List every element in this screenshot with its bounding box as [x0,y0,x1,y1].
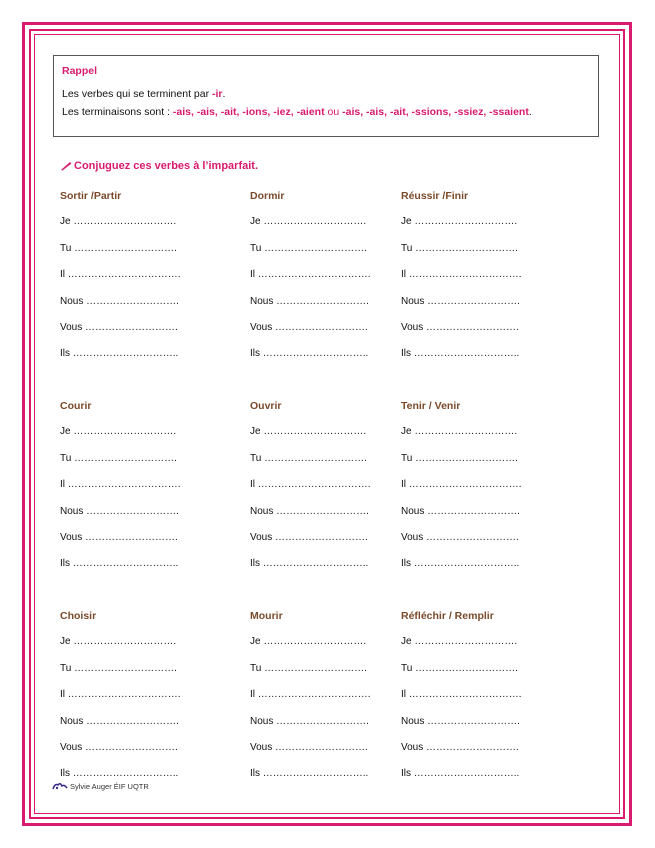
verb-title: Ouvrir [250,400,282,412]
conjugation-blank[interactable]: Nous ………………………. [250,715,369,727]
verb-title: Réussir /Finir [401,190,469,202]
verb-title: Mourir [250,610,283,622]
verb-column [401,190,551,362]
conjugation-blank[interactable]: Vous ………………………. [60,321,178,333]
rappel-text: . [528,106,532,118]
footer-text: Sylvie Auger ÉIF UQTR [70,781,149,791]
verb-title: Courir [60,400,92,412]
conjugation-blank[interactable]: Je …………………………. [401,216,518,228]
verb-column [250,190,400,362]
conjugation-blank[interactable]: Vous ………………………. [250,531,368,543]
conjugation-blank[interactable]: Vous ………………………. [250,741,368,753]
instruction [60,160,258,172]
conjugation-blank[interactable]: Je …………………………. [250,216,367,228]
conjugation-blank[interactable]: Je …………………………. [250,426,367,438]
conjugation-blank[interactable]: Tu …………………………. [250,452,367,464]
conjugation-blank[interactable]: Il ……………………………. [250,269,371,281]
conjugation-blank[interactable]: Vous ………………………. [60,531,178,543]
conjugation-blank[interactable]: Je …………………………. [60,216,177,228]
verb-column [401,400,551,572]
conjugation-blank[interactable]: Nous ………………………. [60,505,179,517]
conjugation-blank[interactable]: Tu …………………………. [60,242,177,254]
verb-title: Dormir [250,190,285,202]
rappel-text: . [222,88,226,100]
verb-column [60,190,210,362]
verb-column [250,400,400,572]
conjugation-blank[interactable]: Ils ………………………….. [60,558,179,570]
pencil-icon [60,161,72,171]
conjugation-blank[interactable]: Je …………………………. [401,426,518,438]
verb-column [401,610,551,782]
conjugation-blank[interactable]: Nous ………………………. [401,505,520,517]
rappel-text: Les terminaisons sont : [62,106,173,118]
conjugation-blank[interactable]: Il ……………………………. [60,479,181,491]
endings-group-2: -ais, -ais, -ait, -ssions, -ssiez, -ssaient [342,106,529,118]
conjugation-blank[interactable]: Je …………………………. [60,426,177,438]
conjugation-blank[interactable]: Ils ………………………….. [250,348,369,360]
conjugation-blank[interactable]: Tu …………………………. [60,662,177,674]
conjugation-blank[interactable]: Il ……………………………. [250,689,371,701]
rappel-or: ou [324,106,343,118]
conjugation-blank[interactable]: Je …………………………. [250,636,367,648]
conjugation-blank[interactable]: Il ……………………………. [401,689,522,701]
conjugation-blank[interactable]: Il ……………………………. [60,689,181,701]
conjugation-blank[interactable]: Nous ………………………. [250,295,369,307]
logo-icon [52,781,68,791]
verb-column [60,400,210,572]
conjugation-blank[interactable]: Tu …………………………. [401,242,518,254]
verb-column [60,610,210,782]
verb-title: Sortir /Partir [60,190,122,202]
conjugation-blank[interactable]: Tu …………………………. [250,242,367,254]
conjugation-blank[interactable]: Tu …………………………. [250,662,367,674]
rappel-suffix: -ir [212,88,223,100]
conjugation-blank[interactable]: Je …………………………. [401,636,518,648]
verb-title: Tenir / Venir [401,400,461,412]
conjugation-blank[interactable]: Ils ………………………….. [250,768,369,780]
conjugation-blank[interactable]: Ils ………………………….. [401,558,520,570]
conjugation-blank[interactable]: Il ……………………………. [401,269,522,281]
conjugation-blank[interactable]: Vous ………………………. [60,741,178,753]
rappel-text: Les verbes qui se terminent par [62,88,212,100]
conjugation-blank[interactable]: Vous ………………………. [401,741,519,753]
footer-credit [52,781,149,791]
rappel-line-2 [62,105,590,119]
rappel-line-1 [62,87,590,101]
rappel-box [53,55,599,137]
conjugation-blank[interactable]: Ils ………………………….. [60,768,179,780]
conjugation-blank[interactable]: Je …………………………. [60,636,177,648]
verb-column [250,610,400,782]
conjugation-blank[interactable]: Tu …………………………. [60,452,177,464]
conjugation-blank[interactable]: Ils ………………………….. [250,558,369,570]
endings-group-1: -ais, -ais, -ait, -ions, -iez, -aient [172,106,325,118]
conjugation-blank[interactable]: Tu …………………………. [401,452,518,464]
conjugation-blank[interactable]: Vous ………………………. [250,321,368,333]
conjugation-blank[interactable]: Nous ………………………. [60,715,179,727]
verb-title: Choisir [60,610,97,622]
conjugation-blank[interactable]: Nous ………………………. [401,295,520,307]
conjugation-blank[interactable]: Nous ………………………. [60,295,179,307]
rappel-title: Rappel [62,65,98,77]
verb-title: Réfléchir / Remplir [401,610,494,622]
conjugation-blank[interactable]: Ils ………………………….. [401,348,520,360]
conjugation-blank[interactable]: Il ……………………………. [401,479,522,491]
conjugation-blank[interactable]: Il ……………………………. [60,269,181,281]
conjugation-blank[interactable]: Vous ………………………. [401,531,519,543]
conjugation-blank[interactable]: Nous ………………………. [401,715,520,727]
conjugation-blank[interactable]: Nous ………………………. [250,505,369,517]
conjugation-blank[interactable]: Tu …………………………. [401,662,518,674]
conjugation-blank[interactable]: Ils ………………………….. [60,348,179,360]
instruction-text: Conjuguez ces verbes à l’imparfait. [74,160,259,172]
conjugation-blank[interactable]: Ils ………………………….. [401,768,520,780]
conjugation-blank[interactable]: Il ……………………………. [250,479,371,491]
conjugation-blank[interactable]: Vous ………………………. [401,321,519,333]
